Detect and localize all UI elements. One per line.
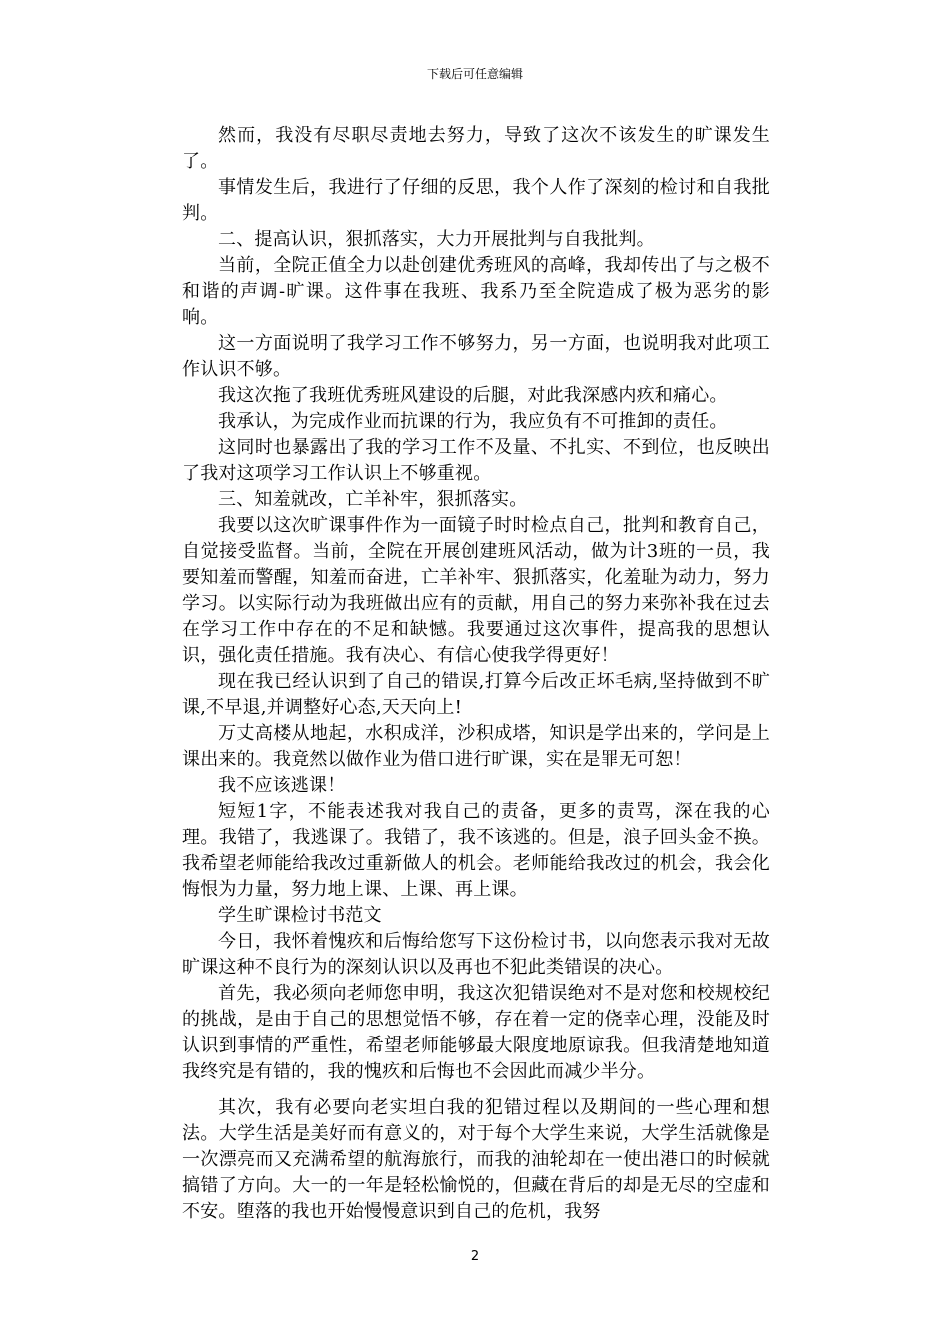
paragraph: 短短1字，不能表述我对我自己的责备，更多的责骂，深在我的心理。我错了，我逃课了。我错了，我不该逃的。但是，浪子回头金不换。我希望老师能给我改过重新做人的机会。老师能给我改过的机会，我会化悔恨为力量，努力地上课、上课、再上课。 xyxy=(182,801,770,900)
document-body xyxy=(182,123,770,1225)
paragraph: 事情发生后，我进行了仔细的反思，我个人作了深刻的检讨和自我批判。 xyxy=(182,177,770,224)
page-header: 下载后可任意编辑 xyxy=(426,67,523,81)
page-number: 2 xyxy=(470,1249,480,1264)
paragraph: 我不应该逃课！ xyxy=(218,775,346,796)
paragraph: 今日，我怀着愧疚和后悔给您写下这份检讨书，以向您表示我对无故旷课这种不良行为的深刻认识以及再也不犯此类错误的决心。 xyxy=(182,931,770,978)
paragraph: 我要以这次旷课事件作为一面镜子时时检点自己，批判和教育自己，自觉接受监督。当前，全院在开展创建班风活动，做为计3班的一员，我要知羞而警醒，知羞而奋进，亡羊补牢、狠抓落实，化羞耻为动力，努力学习。以实际行动为我班做出应有的贡献，用自己的努力来弥补我在过去在学习工作中存在的不足和缺憾。我要通过这次事件，提高我的思想认识，强化责任措施。我有决心、有信心使我学得更好！ xyxy=(182,515,770,666)
paragraph: 我承认，为完成作业而抗课的行为，我应负有不可推卸的责任。 xyxy=(218,411,728,432)
paragraph: 这一方面说明了我学习工作不够努力，另一方面，也说明我对此项工作认识不够。 xyxy=(182,333,770,380)
paragraph: 首先，我必须向老师您申明，我这次犯错误绝对不是对您和校规校纪的挑战，是由于自己的思想觉悟不够，存在着一定的侥幸心理，没能及时认识到事情的严重性，希望老师能够最大限度地原谅我。但我清楚地知道我终究是有错的，我的愧疚和后悔也不会因此而减少半分。 xyxy=(182,983,770,1082)
section-heading: 三、知羞就改，亡羊补牢，狠抓落实。 xyxy=(218,489,528,510)
document-title: 学生旷课检讨书范文 xyxy=(218,905,382,926)
paragraph: 万丈高楼从地起，水积成洋，沙积成塔，知识是学出来的，学问是上课出来的。我竟然以做作业为借口进行旷课，实在是罪无可恕！ xyxy=(182,723,770,770)
paragraph: 当前，全院正值全力以赴创建优秀班风的高峰，我却传出了与之极不和谐的声调-旷课。这件事在我班、我系乃至全院造成了极为恶劣的影响。 xyxy=(182,255,770,328)
paragraph: 我这次拖了我班优秀班风建设的后腿，对此我深感内疚和痛心。 xyxy=(218,385,728,406)
paragraph: 这同时也暴露出了我的学习工作不及量、不扎实、不到位，也反映出了我对这项学习工作认识上不够重视。 xyxy=(182,437,770,484)
paragraph: 现在我已经认识到了自己的错误,打算今后改正坏毛病,坚持做到不旷课,不早退,并调整好心态,天天向上! xyxy=(182,671,770,718)
section-heading: 二、提高认识，狠抓落实，大力开展批判与自我批判。 xyxy=(218,229,655,250)
paragraph: 然而，我没有尽职尽责地去努力，导致了这次不该发生的旷课发生了。 xyxy=(182,125,770,172)
paragraph: 其次，我有必要向老实坦白我的犯错过程以及期间的一些心理和想法。大学生活是美好而有意义的，对于每个大学生来说，大学生活就像是一次漂亮而又充满希望的航海旅行，而我的油轮却在一使出港口的时候就搞错了方向。大一的一年是轻松愉悦的，但藏在背后的却是无尽的空虚和不安。堕落的我也开始慢慢意识到自己的危机，我努 xyxy=(182,1097,770,1222)
